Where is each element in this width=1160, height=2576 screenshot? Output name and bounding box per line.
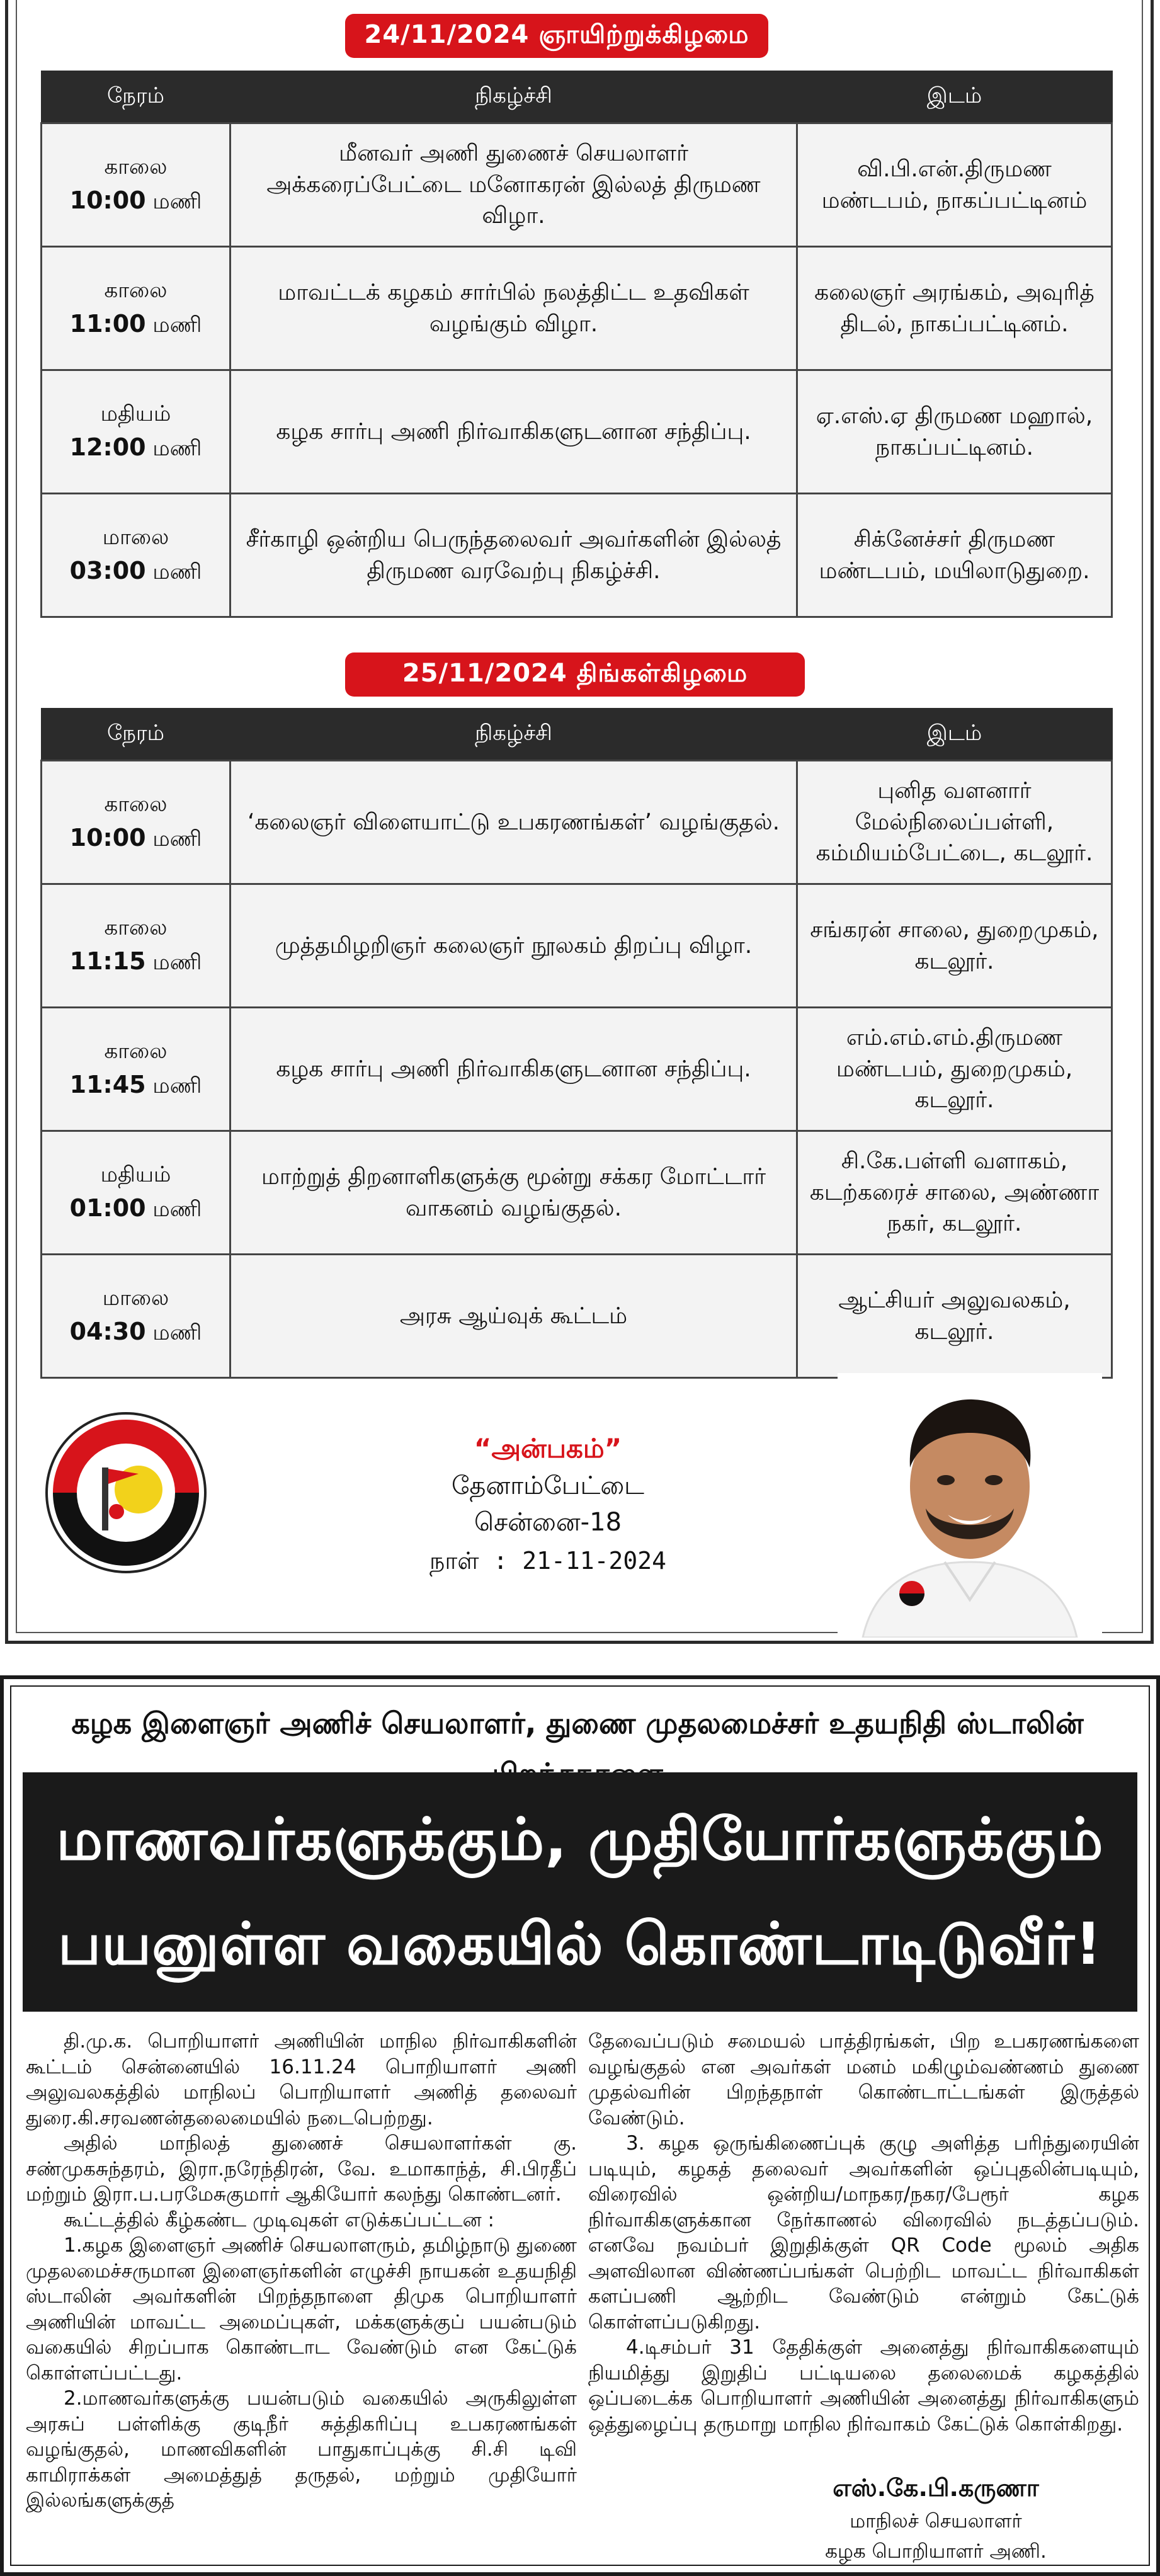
- table-header-row: [42, 709, 1112, 761]
- day2-schedule-table: [40, 708, 1113, 1379]
- place-cell: வி.பி.என்.திருமண மண்டபம், நாகப்பட்டினம்: [797, 123, 1112, 247]
- announcement-headline: கழக இளைஞர் அணிச் செயலாளர், துணை முதலமைச்சர் உதயநிதி ஸ்டாலின்: [71, 1706, 1084, 1740]
- time-unit: மணி: [152, 312, 202, 338]
- office-city: சென்னை-18: [474, 1508, 622, 1537]
- time-clock: 10:00: [69, 186, 146, 214]
- article-paragraph: தி.மு.க. பொறியாளர் அணியின் மாநில நிர்வாகிகளின் கூட்டம் சென்னையில் 16.11.24 பொறியாளர் அணி அலுவலகத்தில் மாநிலப் பொறியாளர் அணித் தலைவர் துரை.கி.சரவணன்தலைமையில் நடைபெற்றது.: [26, 2030, 577, 2129]
- time-value: [52, 307, 219, 341]
- day2-date-pill: 25/11/2024 திங்கள்கிழமை: [345, 653, 805, 697]
- time-value: [52, 183, 219, 218]
- time-value: [52, 554, 219, 588]
- time-value: [52, 944, 219, 979]
- place-cell: ஆட்சியர் அலுவலகம், கடலூர்.: [797, 1255, 1112, 1378]
- article-paragraph: 1.கழக இளைஞர் அணிச் செயலாளரும், தமிழ்நாடு துணை முதலமைச்சருமான இளைஞர்களின் எழுச்சி நாயகன் உதயநிதி ஸ்டாலின் அவர்களின் பிறந்தநாளை திமுக பொறியாளர் அணியின் மாவட்ட அமைப்புகள், மக்களுக்குப் பயன்படும் வகையில் சிறப்பாக கொண்டாட வேண்டும் என கேட்டுக் கொள்ளப்பட்டது.: [26, 2234, 577, 2385]
- time-value: [52, 821, 219, 855]
- schedule-row: [42, 370, 1112, 494]
- event-cell: முத்தமிழறிஞர் கலைஞர் நூலகம் திறப்பு விழா.: [230, 884, 797, 1008]
- time-unit: மணி: [152, 1073, 202, 1098]
- time-clock: 11:00: [69, 309, 146, 338]
- time-unit: மணி: [152, 949, 202, 975]
- place-cell: ஏ.எஸ்.ஏ திருமண மஹால், நாகப்பட்டினம்.: [797, 370, 1112, 494]
- signature-title: மாநிலச் செயலாளர்: [850, 2510, 1022, 2533]
- signature-organization: கழக பொறியாளர் அணி.: [825, 2540, 1047, 2563]
- time-cell: [42, 761, 230, 884]
- dmk-youth-wing-logo: [44, 1411, 208, 1575]
- header-event: நிகழ்ச்சி: [230, 709, 797, 761]
- banner-line-2: பயனுள்ள வகையில் கொண்டாடிடுவீர்!: [57, 1910, 1103, 1978]
- header-place: இடம்: [797, 709, 1112, 761]
- signature-block: [772, 2470, 1100, 2567]
- time-cell: [42, 370, 230, 494]
- announcement-banner: [23, 1772, 1137, 2012]
- place-cell: சங்கரன் சாலை, துறைமுகம், கடலூர்.: [797, 884, 1112, 1008]
- time-cell: [42, 1008, 230, 1131]
- article-column-right: [588, 2029, 1139, 2437]
- event-cell: அரசு ஆய்வுக் கூட்டம்: [230, 1255, 797, 1378]
- office-area: தேனாம்பேட்டை: [451, 1471, 644, 1500]
- event-cell: மாவட்டக் கழகம் சார்பில் நலத்திட்ட உதவிகள் வழங்கும் விழா.: [230, 247, 797, 370]
- schedule-row: [42, 247, 1112, 370]
- place-cell: சி.கே.பள்ளி வளாகம், கடற்கரைச் சாலை, அண்ணா நகர், கடலூர்.: [797, 1131, 1112, 1255]
- article-paragraph: தேவைப்படும் சமையல் பாத்திரங்கள், பிற உபகரணங்களை வழங்குதல் என அவர்கள் மனம் மகிழும்வண்ணம் துணை முதல்வரின் பிறந்தநாள் கொண்டாட்டங்கள் இருத்தல் வேண்டும்.: [588, 2030, 1139, 2129]
- time-period: காலை: [104, 1039, 168, 1064]
- time-unit: மணி: [152, 1319, 202, 1345]
- time-unit: மணி: [152, 435, 202, 461]
- time-unit: மணி: [152, 826, 202, 852]
- time-cell: [42, 123, 230, 247]
- event-cell: கழக சார்பு அணி நிர்வாகிகளுடனான சந்திப்பு.: [230, 370, 797, 494]
- place-cell: சிக்னேச்சர் திருமண மண்டபம், மயிலாடுதுறை.: [797, 494, 1112, 617]
- time-clock: 03:00: [69, 556, 146, 584]
- time-cell: [42, 1255, 230, 1378]
- event-cell: மீனவர் அணி துணைச் செயலாளர் அக்கரைப்பேட்டை மனோகரன் இல்லத் திருமண விழா.: [230, 123, 797, 247]
- time-clock: 10:00: [69, 823, 146, 852]
- time-value: [52, 1314, 219, 1349]
- issue-date: நாள் : 21-11-2024: [429, 1547, 666, 1575]
- event-cell: மாற்றுத் திறனாளிகளுக்கு மூன்று சக்கர மோட்டார் வாகனம் வழங்குதல்.: [230, 1131, 797, 1255]
- time-period: காலை: [104, 915, 168, 941]
- place-cell: கலைஞர் அரங்கம், அவுரித் திடல், நாகப்பட்டினம்.: [797, 247, 1112, 370]
- time-unit: மணி: [152, 559, 202, 584]
- time-period: காலை: [104, 154, 168, 180]
- article-paragraph: கூட்டத்தில் கீழ்கண்ட முடிவுகள் எடுக்கப்பட்டன :: [64, 2208, 494, 2231]
- banner-line-1: மாணவர்களுக்கும், முதியோர்களுக்கும்: [56, 1806, 1104, 1873]
- schedule-row: [42, 884, 1112, 1008]
- time-clock: 12:00: [69, 433, 146, 461]
- person-portrait-icon: [838, 1373, 1102, 1638]
- time-unit: மணி: [152, 1196, 202, 1222]
- signature-name: எஸ்.கே.பி.கருணா: [833, 2474, 1039, 2502]
- time-clock: 04:30: [69, 1317, 146, 1345]
- schedule-row: [42, 494, 1112, 617]
- article-paragraph: அதில் மாநிலத் துணைச் செயலாளர்கள் கு. சண்முகசுந்தரம், இரா.நரேந்திரன், வே. உமாகாந்த், சி.பிரதீப் மற்றும் இரா.ப.பரமேசுகுமார் ஆகியோர் கலந்து கொண்டனர்.: [26, 2132, 577, 2206]
- place-cell: புனித வளனார் மேல்நிலைப்பள்ளி, கம்மியம்பேட்டை, கடலூர்.: [797, 761, 1112, 884]
- schedule-row: [42, 1008, 1112, 1131]
- place-cell: எம்.எம்.எம்.திருமண மண்டபம், துறைமுகம், கடலூர்.: [797, 1008, 1112, 1131]
- event-cell: சீர்காழி ஒன்றிய பெருந்தலைவர் அவர்களின் இல்லத் திருமண வரவேற்பு நிகழ்ச்சி.: [230, 494, 797, 617]
- article-paragraph: 3. கழக ஒருங்கிணைப்புக் குழு அளித்த பரிந்துரையின் படியும், கழகத் தலைவர் அவர்களின் ஒப்புதலின்படியும், விரைவில் ஒன்றிய/மாநகர/நகர/பேரூர் கழக நிர்வாகிகளுக்கான நேர்காணல் விரைவில் நடத்தப்படும். எனவே நவம்பர் இறுதிக்குள் QR Code மூலம் அதிக அளவிலான விண்ணப்பங்கள் பெற்றிட மாவட்ட நிர்வாகிகள் களப்பணி ஆற்றிட வேண்டும் என்றும் கேட்டுக் கொள்ளப்படுகிறது.: [588, 2132, 1139, 2334]
- header-time: நேரம்: [42, 71, 230, 123]
- time-value: [52, 430, 219, 465]
- header-event: நிகழ்ச்சி: [230, 71, 797, 123]
- announcement-panel: [0, 1675, 1160, 2576]
- table-header-row: [42, 71, 1112, 123]
- schedule-row: [42, 123, 1112, 247]
- header-place: இடம்: [797, 71, 1112, 123]
- time-cell: [42, 1131, 230, 1255]
- time-cell: [42, 884, 230, 1008]
- time-value: [52, 1068, 219, 1102]
- schedule-row: [42, 1131, 1112, 1255]
- event-cell: கழக சார்பு அணி நிர்வாகிகளுடனான சந்திப்பு.: [230, 1008, 797, 1131]
- time-clock: 01:00: [69, 1194, 146, 1222]
- time-period: மதியம்: [100, 401, 171, 427]
- schedule-row: [42, 1255, 1112, 1378]
- office-address-block: [390, 1430, 705, 1581]
- day1-date-pill: 24/11/2024 ஞாயிற்றுக்கிழமை: [345, 14, 768, 58]
- time-cell: [42, 247, 230, 370]
- time-period: காலை: [104, 792, 168, 818]
- schedule-row: [42, 761, 1112, 884]
- time-period: மாலை: [102, 1285, 169, 1311]
- time-clock: 11:15: [69, 947, 146, 975]
- event-cell: ‘கலைஞர் விளையாட்டு உபகரணங்கள்’ வழங்குதல்.: [230, 761, 797, 884]
- time-period: மாலை: [102, 525, 169, 550]
- time-cell: [42, 494, 230, 617]
- header-time: நேரம்: [42, 709, 230, 761]
- time-value: [52, 1191, 219, 1226]
- article-paragraph: 2.மாணவர்களுக்கு பயன்படும் வகையில் அருகிலுள்ள அரசுப் பள்ளிக்கு குடிநீர் சுத்திகரிப்பு உபகரணங்கள் வழங்குதல், மாணவிகளின் பாதுகாப்புக்கு சி.சி டிவி காமிராக்கள் அமைத்துத் தருதல், மற்றும் முதியோர் இல்லங்களுக்குத்: [26, 2387, 577, 2512]
- time-period: மதியம்: [100, 1162, 171, 1188]
- day1-schedule-table: [40, 71, 1113, 618]
- article-paragraph: 4.டிசம்பர் 31 தேதிக்குள் அனைத்து நிர்வாகிகளையும் நியமித்து இறுதிப் பட்டியலை தலைமைக் கழகத்தில் ஒப்படைக்க பொறியாளர் அணியின் அனைத்து நிர்வாகிகளும் ஒத்துழைப்பு தருமாறு மாநில நிர்வாகம் கேட்டுக் கொள்கிறது.: [588, 2336, 1139, 2436]
- article-column-left: [26, 2029, 577, 2514]
- logo-emblem-icon: [44, 1411, 208, 1575]
- time-clock: 11:45: [69, 1070, 146, 1098]
- portrait-photo: [838, 1373, 1102, 1638]
- time-unit: மணி: [152, 188, 202, 214]
- time-period: காலை: [104, 278, 168, 304]
- office-name: “அன்பகம்”: [474, 1433, 622, 1464]
